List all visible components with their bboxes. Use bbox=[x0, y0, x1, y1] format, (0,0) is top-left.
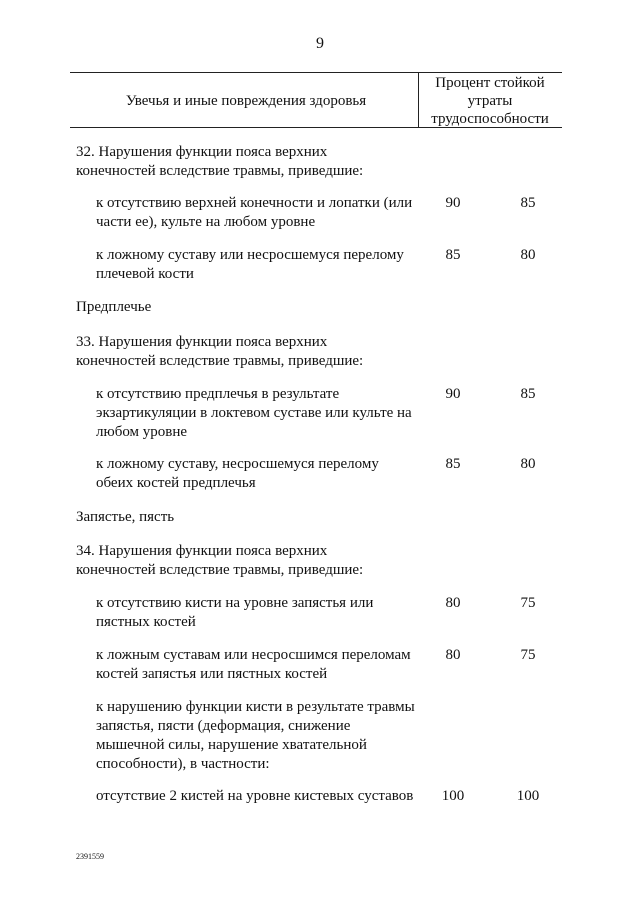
section-33-title: 33. Нарушения функции пояса верхних конечностей вследствие травмы, приведшие: bbox=[76, 334, 364, 369]
value-33-2-b: 80 bbox=[520, 456, 536, 472]
list-item-34-3: к нарушению функции кисти в результате травмы запястья, пясти (деформация, снижение мышечной силы, нарушение хватательной способности), в частности: bbox=[96, 699, 415, 772]
document-id: 2391559 bbox=[76, 852, 104, 861]
list-item-34-1: к отсутствию кисти на уровне запястья или пястных костей bbox=[96, 595, 374, 630]
section-34-title: 34. Нарушения функции пояса верхних конечностей вследствие травмы, приведшие: bbox=[76, 543, 364, 578]
list-item-34-3-1: отсутствие 2 кистей на уровне кистевых суставов bbox=[96, 788, 414, 804]
value-33-2-a: 85 bbox=[445, 456, 461, 472]
value-34-2-b: 75 bbox=[520, 647, 536, 663]
value-32-2-a: 85 bbox=[445, 247, 461, 263]
header-top-rule bbox=[70, 72, 562, 73]
value-32-1-b: 85 bbox=[520, 195, 536, 211]
value-33-1-a: 90 bbox=[445, 386, 461, 402]
list-item-33-2: к ложному суставу, несросшемуся перелому обеих костей предплечья bbox=[96, 456, 379, 491]
list-item-32-1: к отсутствию верхней конечности и лопатки (или части ее), культе на любом уровне bbox=[96, 195, 413, 230]
list-item-32-2: к ложному суставу или несросшемуся перелому плечевой кости bbox=[96, 247, 404, 282]
list-item-34-2: к ложным суставам или несросшимся переломам костей запястья или пястных костей bbox=[96, 647, 411, 682]
section-32-title: 32. Нарушения функции пояса верхних конечностей вследствие травмы, приведшие: bbox=[76, 144, 364, 179]
header-injury-column: Увечья и иные повреждения здоровья bbox=[125, 93, 367, 109]
subheading-forearm: Предплечье bbox=[76, 299, 152, 315]
value-34-1-b: 75 bbox=[520, 595, 536, 611]
value-34-3-1-a: 100 bbox=[441, 788, 465, 804]
page-number: 9 bbox=[316, 35, 324, 52]
value-33-1-b: 85 bbox=[520, 386, 536, 402]
value-32-1-a: 90 bbox=[445, 195, 461, 211]
list-item-33-1: к отсутствию предплечья в результате экзартикуляции в локтевом суставе или культе на любом уровне bbox=[96, 386, 412, 440]
header-percent-column: Процент стойкой утраты трудоспособности bbox=[431, 75, 549, 127]
header-column-divider bbox=[418, 72, 419, 128]
value-34-3-1-b: 100 bbox=[516, 788, 540, 804]
subheading-wrist: Запястье, пясть bbox=[76, 509, 175, 525]
value-34-1-a: 80 bbox=[445, 595, 461, 611]
value-32-2-b: 80 bbox=[520, 247, 536, 263]
value-34-2-a: 80 bbox=[445, 647, 461, 663]
